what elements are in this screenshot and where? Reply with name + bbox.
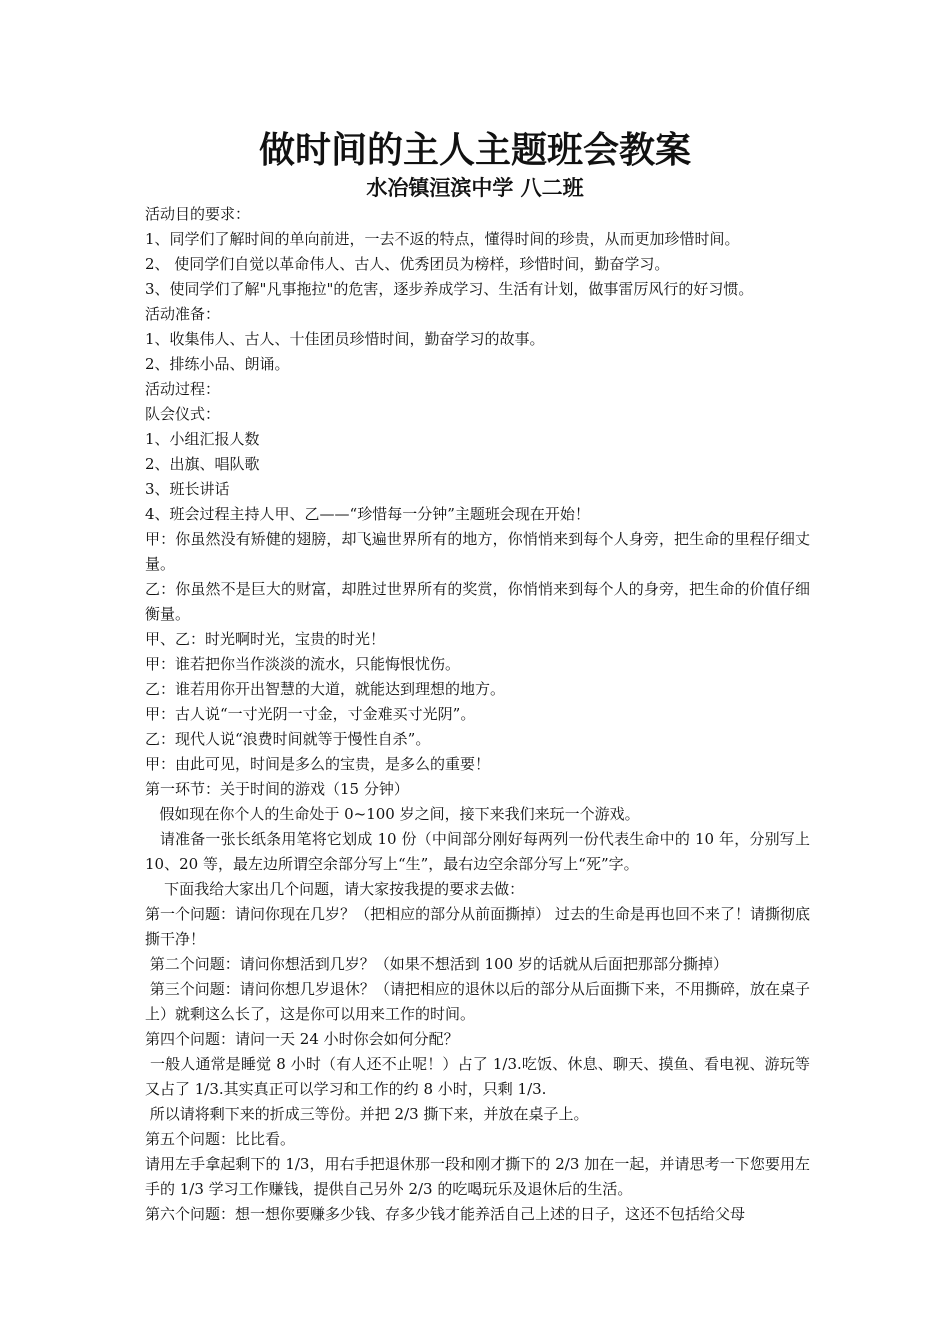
paragraph: 甲：你虽然没有矫健的翅膀，却飞遍世界所有的地方，你悄悄来到每个人身旁，把生命的里程仔细丈量。: [145, 530, 810, 573]
paragraph: 活动过程：: [145, 380, 221, 398]
paragraph: 4、班会过程主持人甲、乙——“珍惜每一分钟”主题班会现在开始！: [145, 505, 590, 523]
document-subtitle: 水冶镇洹滨中学 八二班: [366, 175, 584, 200]
paragraph: 所以请将剩下来的折成三等份。并把 2/3 撕下来，并放在桌子上。: [145, 1105, 589, 1123]
paragraph: 假如现在你个人的生命处于 0~100 岁之间，接下来我们来玩一个游戏。: [145, 805, 640, 823]
paragraph: 2、 使同学们自觉以革命伟人、古人、优秀团员为榜样，珍惜时间，勤奋学习。: [145, 255, 670, 273]
paragraph: 3、使同学们了解"凡事拖拉"的危害，逐步养成学习、生活有计划，做事雷厉风行的好习惯。: [145, 280, 754, 298]
paragraph: 乙：现代人说“浪费时间就等于慢性自杀”。: [145, 730, 431, 748]
paragraph: 队会仪式：: [145, 405, 221, 423]
paragraph: 第五个问题：比比看。: [145, 1130, 296, 1148]
paragraph: 第三个问题：请问你想几岁退休？（请把相应的退休以后的部分从后面撕下来，不用撕碎，放在桌子上）就剩这么长了，这是你可以用来工作的时间。: [145, 980, 810, 1023]
paragraph: 请准备一张长纸条用笔将它划成 10 份（中间部分刚好每两列一份代表生命中的 10 年，分别写上 10、20 等，最左边所谓空余部分写上“生”，最右边空余部分写上“死”字。: [145, 830, 815, 873]
paragraph: 活动准备：: [145, 305, 221, 323]
document-title: 做时间的主人主题班会教案: [258, 129, 691, 171]
paragraph: 乙：你虽然不是巨大的财富，却胜过世界所有的奖赏，你悄悄来到每个人的身旁，把生命的价值仔细衡量。: [145, 580, 810, 623]
paragraph: 甲：古人说“一寸光阴一寸金，寸金难买寸光阴”。: [145, 705, 476, 723]
paragraph: 甲、乙：时光啊时光，宝贵的时光！: [145, 630, 386, 648]
paragraph: 第二个问题：请问你想活到几岁？（如果不想活到 100 岁的话就从后面把那部分撕掉）: [145, 955, 728, 973]
paragraph: 2、出旗、唱队歌: [145, 455, 260, 473]
paragraph: 2、排练小品、朗诵。: [145, 355, 290, 373]
paragraph: 乙：谁若用你开出智慧的大道，就能达到理想的地方。: [145, 680, 506, 698]
paragraph: 3、班长讲话: [145, 480, 230, 498]
paragraph: 1、小组汇报人数: [145, 430, 260, 448]
paragraph: 1、收集伟人、古人、十佳团员珍惜时间，勤奋学习的故事。: [145, 330, 545, 348]
paragraph: 第一个问题：请问你现在几岁？（把相应的部分从前面撕掉） 过去的生命是再也回不来了！请撕彻底撕干净！: [145, 905, 810, 948]
document-body: [145, 202, 815, 1227]
paragraph: 下面我给大家出几个问题，请大家按我提的要求去做：: [145, 880, 525, 898]
paragraph: 请用左手拿起剩下的 1/3，用右手把退休那一段和刚才撕下的 2/3 加在一起，并请思考一下您要用左手的 1/3 学习工作赚钱，提供自己另外 2/3 的吃喝玩乐及退休后的生活。: [145, 1155, 810, 1198]
paragraph: 1、同学们了解时间的单向前进，一去不返的特点，懂得时间的珍贵，从而更加珍惜时间。: [145, 230, 740, 248]
paragraph: 第一环节：关于时间的游戏（15 分钟）: [145, 780, 409, 798]
paragraph: 第六个问题：想一想你要赚多少钱、存多少钱才能养活自己上述的日子，这还不包括给父母: [145, 1205, 746, 1223]
paragraph: 甲：由此可见，时间是多么的宝贵，是多么的重要！: [145, 755, 491, 773]
paragraph: 活动目的要求：: [145, 205, 251, 223]
paragraph: 甲：谁若把你当作淡淡的流水，只能悔恨忧伤。: [145, 655, 461, 673]
paragraph: 一般人通常是睡觉 8 小时（有人还不止呢！）占了 1/3.吃饭、休息、聊天、摸鱼、看电视、游玩等又占了 1/3.其实真正可以学习和工作的约 8 小时，只剩 1/3.: [145, 1055, 810, 1098]
paragraph: 第四个问题：请问一天 24 小时你会如何分配？: [145, 1030, 459, 1048]
